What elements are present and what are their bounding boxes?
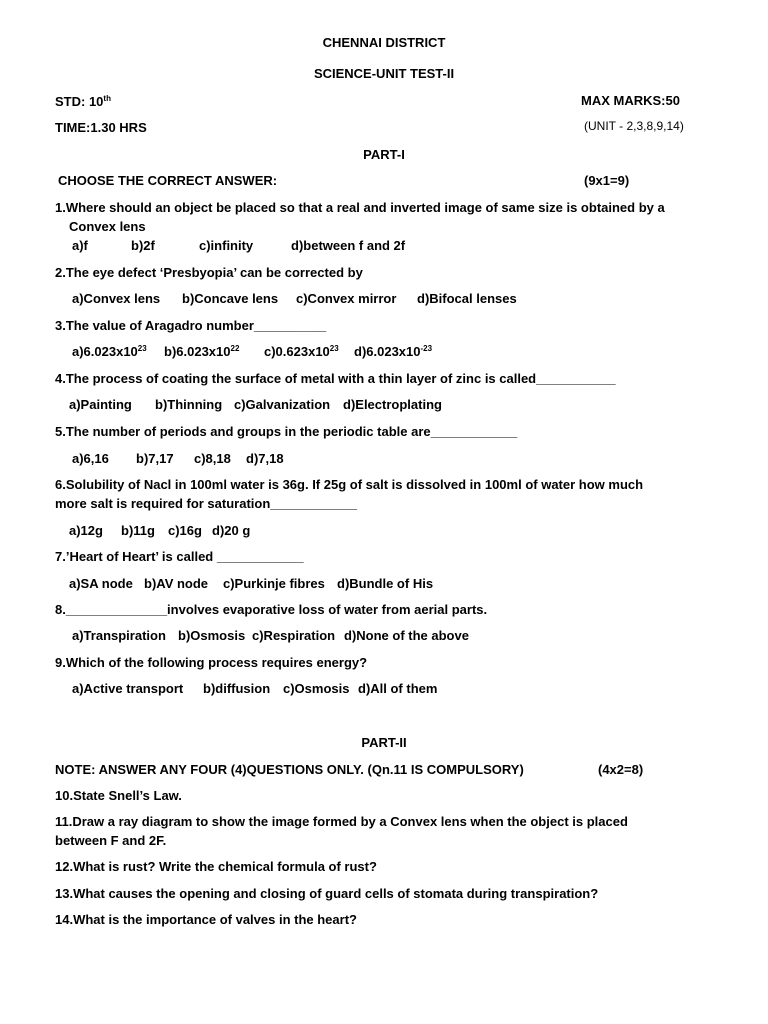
q8-text: 8.______________involves evaporative loss of water from aerial parts. xyxy=(55,602,488,617)
option: c)Purkinje fibres xyxy=(223,576,325,591)
option-exponent: -23 xyxy=(420,344,433,353)
option-base: a)6.023x10 xyxy=(72,344,138,359)
option: a)f xyxy=(72,238,88,253)
q3-options xyxy=(72,344,432,360)
q14-text: 14.What is the importance of valves in the heart? xyxy=(55,912,357,927)
option: b)AV node xyxy=(144,576,209,591)
option-base: d)6.023x10 xyxy=(354,344,421,359)
option-exponent: 23 xyxy=(329,344,339,353)
q5-options xyxy=(72,451,284,467)
std-superscript: th xyxy=(103,94,111,103)
q8-options xyxy=(72,628,469,644)
q4-text: 4.The process of coating the surface of metal with a thin layer of zinc is called___________ xyxy=(55,371,616,386)
option: d)Bifocal lenses xyxy=(417,291,517,306)
q6-options xyxy=(69,523,250,539)
q4-options xyxy=(69,397,442,413)
option: a)SA node xyxy=(69,576,133,591)
option-base: c)0.623x10 xyxy=(264,344,330,359)
option-exponent: 23 xyxy=(137,344,147,353)
units-label: (UNIT - 2,3,8,9,14) xyxy=(584,119,684,133)
option-base: b)6.023x10 xyxy=(164,344,231,359)
option: c)infinity xyxy=(199,238,254,253)
std-text: STD: 10 xyxy=(55,94,104,109)
q2-options xyxy=(72,291,517,307)
q10-text: 10.State Snell’s Law. xyxy=(55,788,182,803)
option: b)diffusion xyxy=(203,681,271,696)
q7-options xyxy=(69,576,433,592)
option: d)All of them xyxy=(358,681,438,696)
option xyxy=(72,344,164,360)
q11-text: 11.Draw a ray diagram to show the image formed by a Convex lens when the object is placed xyxy=(55,814,628,829)
option: d)between f and 2f xyxy=(291,238,406,253)
option: b)2f xyxy=(131,238,155,253)
q1-text-cont: Convex lens xyxy=(69,219,146,234)
test-title: SCIENCE-UNIT TEST-II xyxy=(313,66,455,81)
part2-title: PART-II xyxy=(361,735,407,750)
option: a)Painting xyxy=(69,397,132,412)
option: a)Transpiration xyxy=(72,628,166,643)
option: c)16g xyxy=(168,523,202,538)
q5-text: 5.The number of periods and groups in the periodic table are____________ xyxy=(55,424,518,439)
q9-text: 9.Which of the following process requires energy? xyxy=(55,655,368,670)
q6-text: 6.Solubility of Nacl in 100ml water is 36g. If 25g of salt is dissolved in 100ml of water how much xyxy=(55,477,644,492)
option: a)Active transport xyxy=(72,681,184,696)
option: a)6,16 xyxy=(72,451,109,466)
std-label xyxy=(55,94,111,110)
q11-text-cont: between F and 2F. xyxy=(55,833,167,848)
option-exponent: 22 xyxy=(230,344,240,353)
part1-title: PART-I xyxy=(363,147,405,162)
option: c)Respiration xyxy=(252,628,336,643)
option: d)None of the above xyxy=(344,628,469,643)
option: a)12g xyxy=(69,523,103,538)
option: d)20 g xyxy=(212,523,251,538)
part2-marks: (4x2=8) xyxy=(598,762,644,777)
option xyxy=(354,344,432,360)
option: b)7,17 xyxy=(136,451,174,466)
option: b)Osmosis xyxy=(178,628,246,643)
option xyxy=(264,344,354,360)
option: d)Bundle of His xyxy=(337,576,434,591)
option xyxy=(164,344,264,360)
option: b)11g xyxy=(121,523,155,538)
option: d)Electroplating xyxy=(343,397,442,412)
q1-text: 1.Where should an object be placed so that a real and inverted image of same size is obtained by a xyxy=(55,200,665,215)
q12-text: 12.What is rust? Write the chemical formula of rust? xyxy=(55,859,377,874)
option: b)Concave lens xyxy=(182,291,279,306)
q9-options xyxy=(72,681,437,697)
part2-note: NOTE: ANSWER ANY FOUR (4)QUESTIONS ONLY. (Qn.11 IS COMPULSORY) xyxy=(55,762,524,777)
q13-text: 13.What causes the opening and closing of guard cells of stomata during transpiration? xyxy=(55,886,599,901)
option: d)7,18 xyxy=(246,451,284,466)
part1-instruction: CHOOSE THE CORRECT ANSWER: xyxy=(58,173,278,188)
option: b)Thinning xyxy=(155,397,223,412)
option: c)8,18 xyxy=(194,451,231,466)
time-label: TIME:1.30 HRS xyxy=(55,120,147,135)
district-title: CHENNAI DISTRICT xyxy=(322,35,446,50)
option: a)Convex lens xyxy=(72,291,161,306)
q3-text: 3.The value of Aragadro number__________ xyxy=(55,318,327,333)
q2-text: 2.The eye defect ‘Presbyopia’ can be corrected by xyxy=(55,265,363,280)
option: c)Osmosis xyxy=(283,681,350,696)
max-marks: MAX MARKS:50 xyxy=(581,93,680,108)
q7-text: 7.’Heart of Heart’ is called ____________ xyxy=(55,549,304,564)
option: c)Convex mirror xyxy=(296,291,397,306)
q6-text-cont: more salt is required for saturation____________ xyxy=(55,496,358,511)
option: c)Galvanization xyxy=(234,397,331,412)
part1-marks: (9x1=9) xyxy=(584,173,630,188)
q1-options xyxy=(72,238,405,254)
